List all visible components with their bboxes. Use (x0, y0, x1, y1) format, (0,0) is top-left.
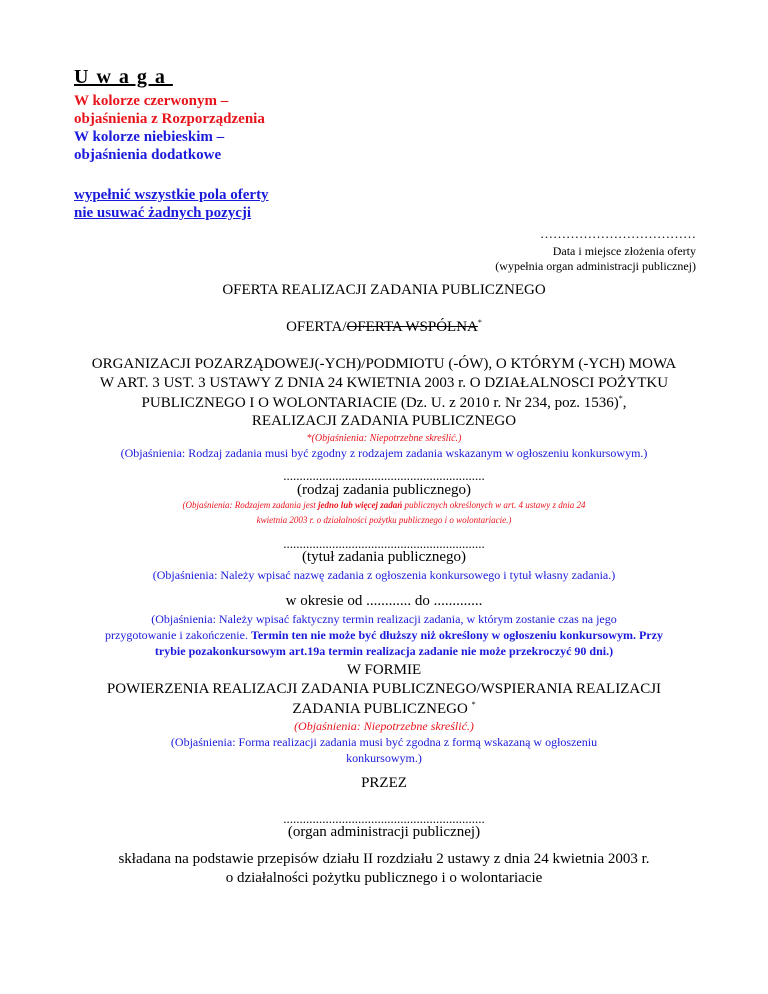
org-footnote-mark: * (618, 394, 623, 403)
task-type-red-pre: (Objaśnienia: Rodzajem zadania jest (182, 500, 319, 510)
org-line2: W ART. 3 UST. 3 USTAWY Z DNIA 24 KWIETNIA 2003 r. O DZIAŁALNOSCI POŻYTKU (99, 375, 669, 391)
date-dots: ……………………………… (540, 226, 696, 241)
date-sublabel: (wypełnia organ administracji publicznej) (495, 259, 696, 273)
org-blue-note: (Objaśnienia: Rodzaj zadania musi być zgodny z rodzajem zadania wskazanym w ogłoszeniu konkursowym.) (120, 446, 648, 460)
org-line3-text: PUBLICZNEGO I O WOLONTARIACIE (Dz. U. z 2010 r. Nr 234, poz. 1536) (141, 395, 619, 411)
oferta-wspolna-struck: OFERTA WSPÓLNA (346, 319, 478, 335)
period-blue-line1: (Objaśnienia: Należy wpisać faktyczny termin realizacji zadania, w którym zostanie czas na jego (151, 612, 617, 626)
org-line3 (0, 394, 768, 412)
form-line2: POWIERZENIA REALIZACJI ZADANIA PUBLICZNEGO/WSPIERANIA REALIZACJI (106, 681, 662, 697)
task-type-red-note (0, 498, 768, 528)
form-red-note: (Objaśnienia: Niepotrzebne skreślić.) (294, 719, 474, 733)
task-title-label: (tytuł zadania publicznego) (301, 549, 467, 565)
form-blue-line2: konkursowym.) (346, 751, 422, 765)
period-blue-line2-b: Termin ten nie może być dłuższy niż określony w ogłoszeniu konkursowym. Przy (250, 628, 663, 642)
task-type-red-bold: jedno lub więcej zadań (318, 500, 403, 510)
task-title-blue-note: (Objaśnienia: Należy wpisać nazwę zadania z ogłoszenia konkursowego i tytuł własny zadania.) (152, 568, 616, 582)
form-blue-line1: (Objaśnienia: Forma realizacji zadania musi być zgodna z formą wskazaną w ogłoszeniu (170, 735, 598, 749)
page-title: OFERTA REALIZACJI ZADANIA PUBLICZNEGO (222, 282, 546, 298)
org-red-note: *(Objaśnienia: Niepotrzebne skreślić.) (306, 433, 462, 444)
footer-line1: składana na podstawie przepisów działu II rozdziału 2 ustawy z dnia 24 kwietnia 2003 r. (118, 851, 650, 867)
przez-label: PRZEZ (361, 775, 407, 791)
org-line4: REALIZACJI ZADANIA PUBLICZNEGO (251, 413, 517, 429)
task-type-red-line2: kwietnia 2003 r. o działalności pożytku publicznego i o wolontariacie.) (256, 515, 512, 525)
task-type-label: (rodzaj zadania publicznego) (296, 482, 472, 498)
oferta-text: OFERTA/ (286, 319, 347, 335)
period-text: w okresie od ............ do ............. (285, 593, 483, 609)
task-title-dots: .............................................................. (283, 536, 485, 551)
org-line3-end: , (622, 395, 627, 411)
oferta-footnote-mark: * (477, 318, 482, 327)
notice-blue-line1: W kolorze niebieskim – (74, 129, 225, 145)
organ-label: (organ administracji publicznej) (287, 824, 481, 840)
organ-dots: .............................................................. (283, 811, 485, 826)
notice-no-remove: nie usuwać żadnych pozycji (74, 205, 252, 221)
oferta-line (0, 318, 768, 336)
form-line3 (0, 700, 768, 718)
period-blue-line3: trybie pozakonkursowym art.19a termin realizacja zadanie nie może przekroczyć 90 dni.) (154, 644, 614, 658)
notice-red-line1: W kolorze czerwonym – (74, 93, 229, 109)
notice-blue-line2: objaśnienia dodatkowe (74, 147, 222, 163)
form-footnote-mark: * (471, 700, 476, 709)
org-line1: ORGANIZACJI POZARZĄDOWEJ(-YCH)/PODMIOTU (-ÓW), O KTÓRYM (-YCH) MOWA (91, 356, 677, 372)
footer-line2: o działalności pożytku publicznego i o wolontariacie (225, 870, 543, 886)
notice-red-line2: objaśnienia z Rozporządzenia (74, 111, 265, 127)
notice-fill-all: wypełnić wszystkie pola oferty (74, 187, 269, 203)
date-label: Data i miejsce złożenia oferty (552, 244, 696, 258)
form-line3-text: ZADANIA PUBLICZNEGO (292, 701, 468, 717)
notice-title: Uwaga (74, 66, 173, 88)
period-blue-line2 (0, 628, 768, 643)
task-type-dots: .............................................................. (283, 468, 485, 483)
task-type-red-post: publicznych określonych w art. 4 ustawy z dnia 24 (402, 500, 586, 510)
form-line1: W FORMIE (346, 662, 422, 678)
period-blue-line2-a: przygotowanie i zakończenie. (105, 628, 251, 642)
